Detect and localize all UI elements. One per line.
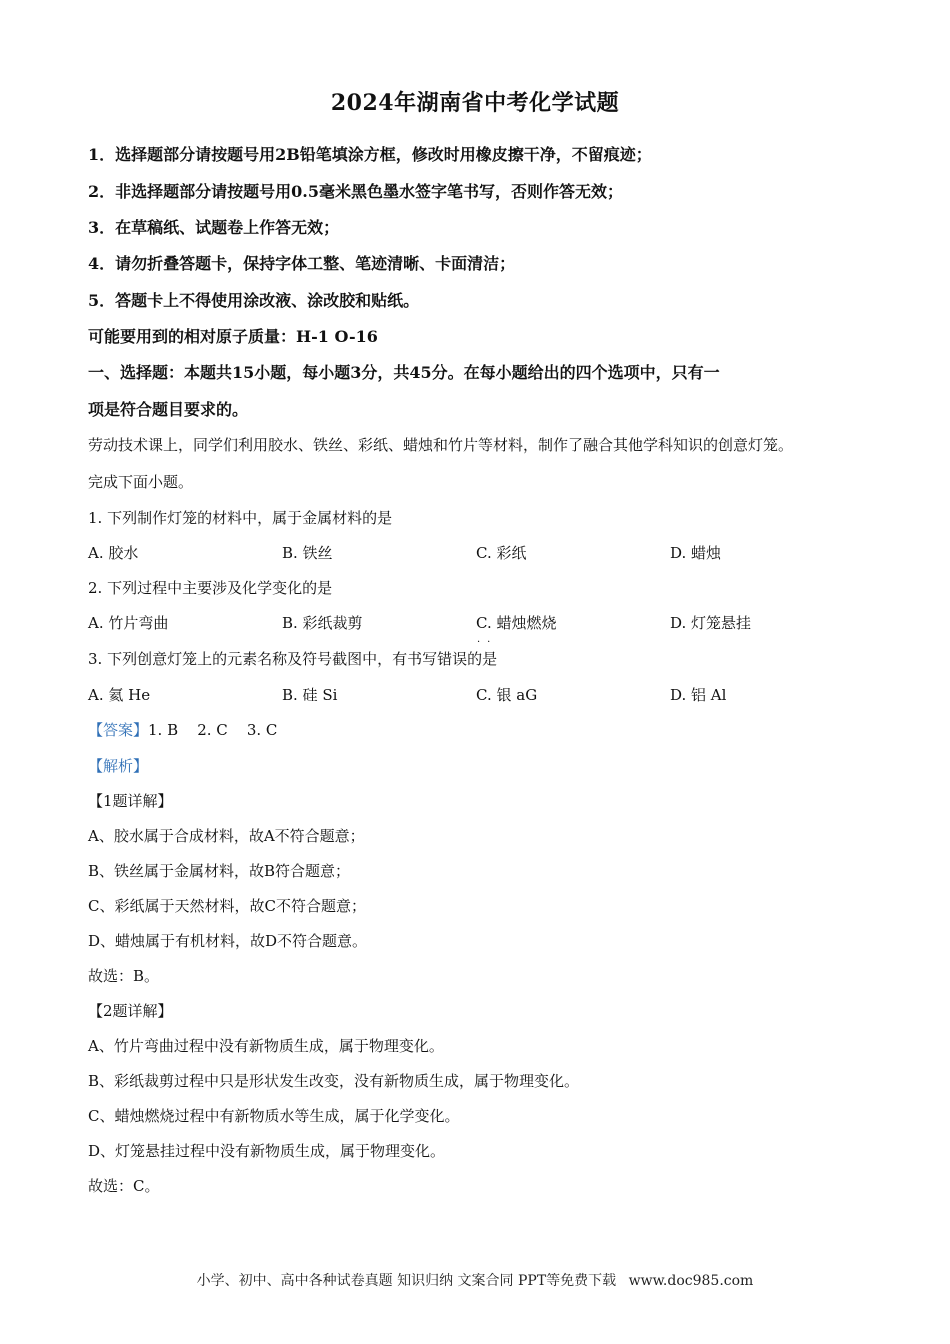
detail-1-heading: 【1题详解】 bbox=[88, 792, 173, 810]
question-3-option-d: D. 铝 Al bbox=[670, 686, 727, 704]
question-1-option-b: B. 铁丝 bbox=[282, 544, 333, 562]
question-2-option-c: C. 蜡烛燃烧 bbox=[476, 614, 557, 632]
answer-label: 【答案】 bbox=[88, 721, 149, 739]
instruction-3: 3．在草稿纸、试题卷上作答无效； bbox=[88, 218, 340, 237]
question-2-option-d: D. 灯笼悬挂 bbox=[670, 614, 752, 632]
detail-1-line-b: B、铁丝属于金属材料，故B符合题意； bbox=[88, 862, 351, 880]
instruction-2: 2．非选择题部分请按题号用0.5毫米黑色墨水签字笔书写，否则作答无效； bbox=[88, 182, 623, 201]
detail-1-conclusion: 故选：B。 bbox=[88, 967, 160, 985]
emphasis-dots: ·· bbox=[477, 637, 498, 648]
analysis-label: 【解析】 bbox=[88, 757, 149, 775]
intro-line-2: 完成下面小题。 bbox=[88, 473, 194, 491]
footer-text: 小学、初中、高中各种试卷真题 知识归纳 文案合同 PPT等免费下载 bbox=[196, 1273, 617, 1289]
question-3-option-a: A. 氦 He bbox=[88, 686, 151, 704]
question-1-option-a: A. 胶水 bbox=[88, 544, 139, 562]
question-2-stem: 2. 下列过程中主要涉及化学变化的是 bbox=[88, 579, 333, 597]
instruction-1: 1．选择题部分请按题号用2B铅笔填涂方框，修改时用橡皮擦干净，不留痕迹； bbox=[88, 145, 652, 164]
question-3-option-b: B. 硅 Si bbox=[282, 686, 338, 704]
atomic-mass-note: 可能要用到的相对原子质量：H-1 O-16 bbox=[88, 327, 378, 346]
question-1-option-d: D. 蜡烛 bbox=[670, 544, 722, 562]
page-title: 2024年湖南省中考化学试题 bbox=[330, 90, 620, 116]
detail-2-conclusion: 故选：C。 bbox=[88, 1177, 160, 1195]
detail-2-line-b: B、彩纸裁剪过程中只是形状发生改变，没有新物质生成，属于物理变化。 bbox=[88, 1072, 580, 1090]
answer-row bbox=[88, 719, 277, 740]
answer-text: 1. B 2. C 3. C bbox=[148, 721, 278, 739]
detail-1-line-c: C、彩纸属于天然材料，故C不符合题意； bbox=[88, 897, 366, 915]
instruction-4: 4．请勿折叠答题卡，保持字体工整、笔迹清晰、卡面清洁； bbox=[88, 254, 516, 273]
detail-1-line-d: D、蜡烛属于有机材料，故D不符合题意。 bbox=[88, 932, 368, 950]
detail-2-heading: 【2题详解】 bbox=[88, 1002, 173, 1020]
question-2-option-a: A. 竹片弯曲 bbox=[88, 614, 169, 632]
detail-2-line-d: D、灯笼悬挂过程中没有新物质生成，属于物理变化。 bbox=[88, 1142, 446, 1160]
page-footer bbox=[0, 1270, 950, 1290]
question-3-stem: 3. 下列创意灯笼上的元素名称及符号截图中，有书写错误的是 bbox=[88, 650, 498, 668]
section-heading-line1: 一、选择题：本题共15小题，每小题3分，共45分。在每小题给出的四个选项中，只有一 bbox=[88, 363, 720, 382]
detail-2-line-a: A、竹片弯曲过程中没有新物质生成，属于物理变化。 bbox=[88, 1037, 444, 1055]
section-heading-line2: 项是符合题目要求的。 bbox=[88, 400, 249, 419]
footer-link[interactable]: www.doc985.com bbox=[628, 1273, 754, 1289]
intro-line-1: 劳动技术课上，同学们利用胶水、铁丝、彩纸、蜡烛和竹片等材料，制作了融合其他学科知识的创意灯笼。 bbox=[88, 436, 794, 454]
instruction-5: 5．答题卡上不得使用涂改液、涂改胶和贴纸。 bbox=[88, 291, 420, 310]
detail-1-line-a: A、胶水属于合成材料，故A不符合题意； bbox=[88, 827, 365, 845]
detail-2-line-c: C、蜡烛燃烧过程中有新物质水等生成，属于化学变化。 bbox=[88, 1107, 460, 1125]
question-1-option-c: C. 彩纸 bbox=[476, 544, 527, 562]
question-2-option-b: B. 彩纸裁剪 bbox=[282, 614, 363, 632]
question-3-option-c: C. 银 aG bbox=[476, 686, 538, 704]
question-1-stem: 1. 下列制作灯笼的材料中，属于金属材料的是 bbox=[88, 509, 393, 527]
